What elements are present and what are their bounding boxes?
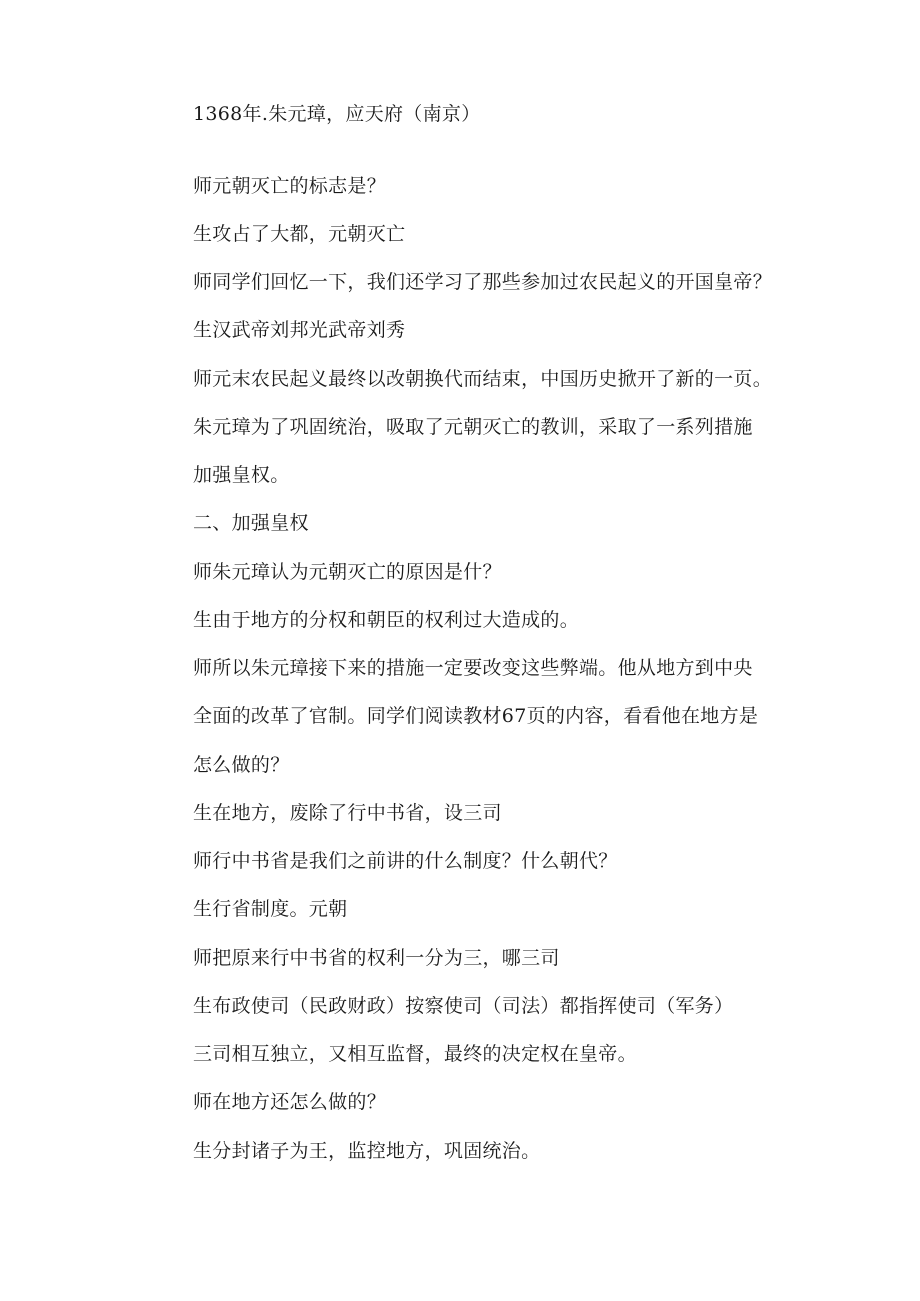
text-line: 怎么做的？	[193, 754, 290, 776]
text-line: 师在地方还怎么做的？	[193, 1091, 387, 1113]
text-line: 师所以朱元璋接下来的措施一定要改变这些弊端。他从地方到中央	[193, 657, 753, 679]
text-line: 三司相互独立，又相互监督，最终的决定权在皇帝。	[193, 1043, 637, 1065]
text-line: 全面的改革了官制。同学们阅读教材67页的内容，看看他在地方是	[193, 705, 759, 727]
text-line: 师行中书省是我们之前讲的什么制度？什么朝代？	[193, 850, 618, 872]
text-line: 师元末农民起义最终以改朝换代而结束，中国历史掀开了新的一页。	[193, 368, 773, 390]
text-line: 师把原来行中书省的权利一分为三，哪三司	[193, 947, 560, 969]
text-line: 师同学们回忆一下，我们还学习了那些参加过农民起义的开国皇帝？	[193, 271, 773, 293]
section-heading: 二、加强皇权	[193, 512, 309, 534]
text-line: 加强皇权。	[193, 464, 290, 486]
text-line: 生攻占了大都，元朝灭亡	[193, 223, 406, 245]
text-line: 师朱元璋认为元朝灭亡的原因是什？	[193, 561, 502, 583]
text-line: 生布政使司（民政财政）按察使司（司法）都指挥使司（军务）	[193, 995, 734, 1017]
text-line: 师元朝灭亡的标志是？	[193, 175, 387, 197]
text-line: 1368年.朱元璋，应天府（南京）	[193, 103, 481, 125]
text-line: 生在地方，废除了行中书省，设三司	[193, 802, 502, 824]
text-line: 生行省制度。元朝	[193, 898, 348, 920]
text-line: 生分封诸子为王，监控地方，巩固统治。	[193, 1140, 541, 1162]
text-line: 生由于地方的分权和朝臣的权利过大造成的。	[193, 609, 580, 631]
text-line: 朱元璋为了巩固统治，吸取了元朝灭亡的教训，采取了一系列措施	[193, 416, 753, 438]
text-line: 生汉武帝刘邦光武帝刘秀	[193, 319, 406, 341]
